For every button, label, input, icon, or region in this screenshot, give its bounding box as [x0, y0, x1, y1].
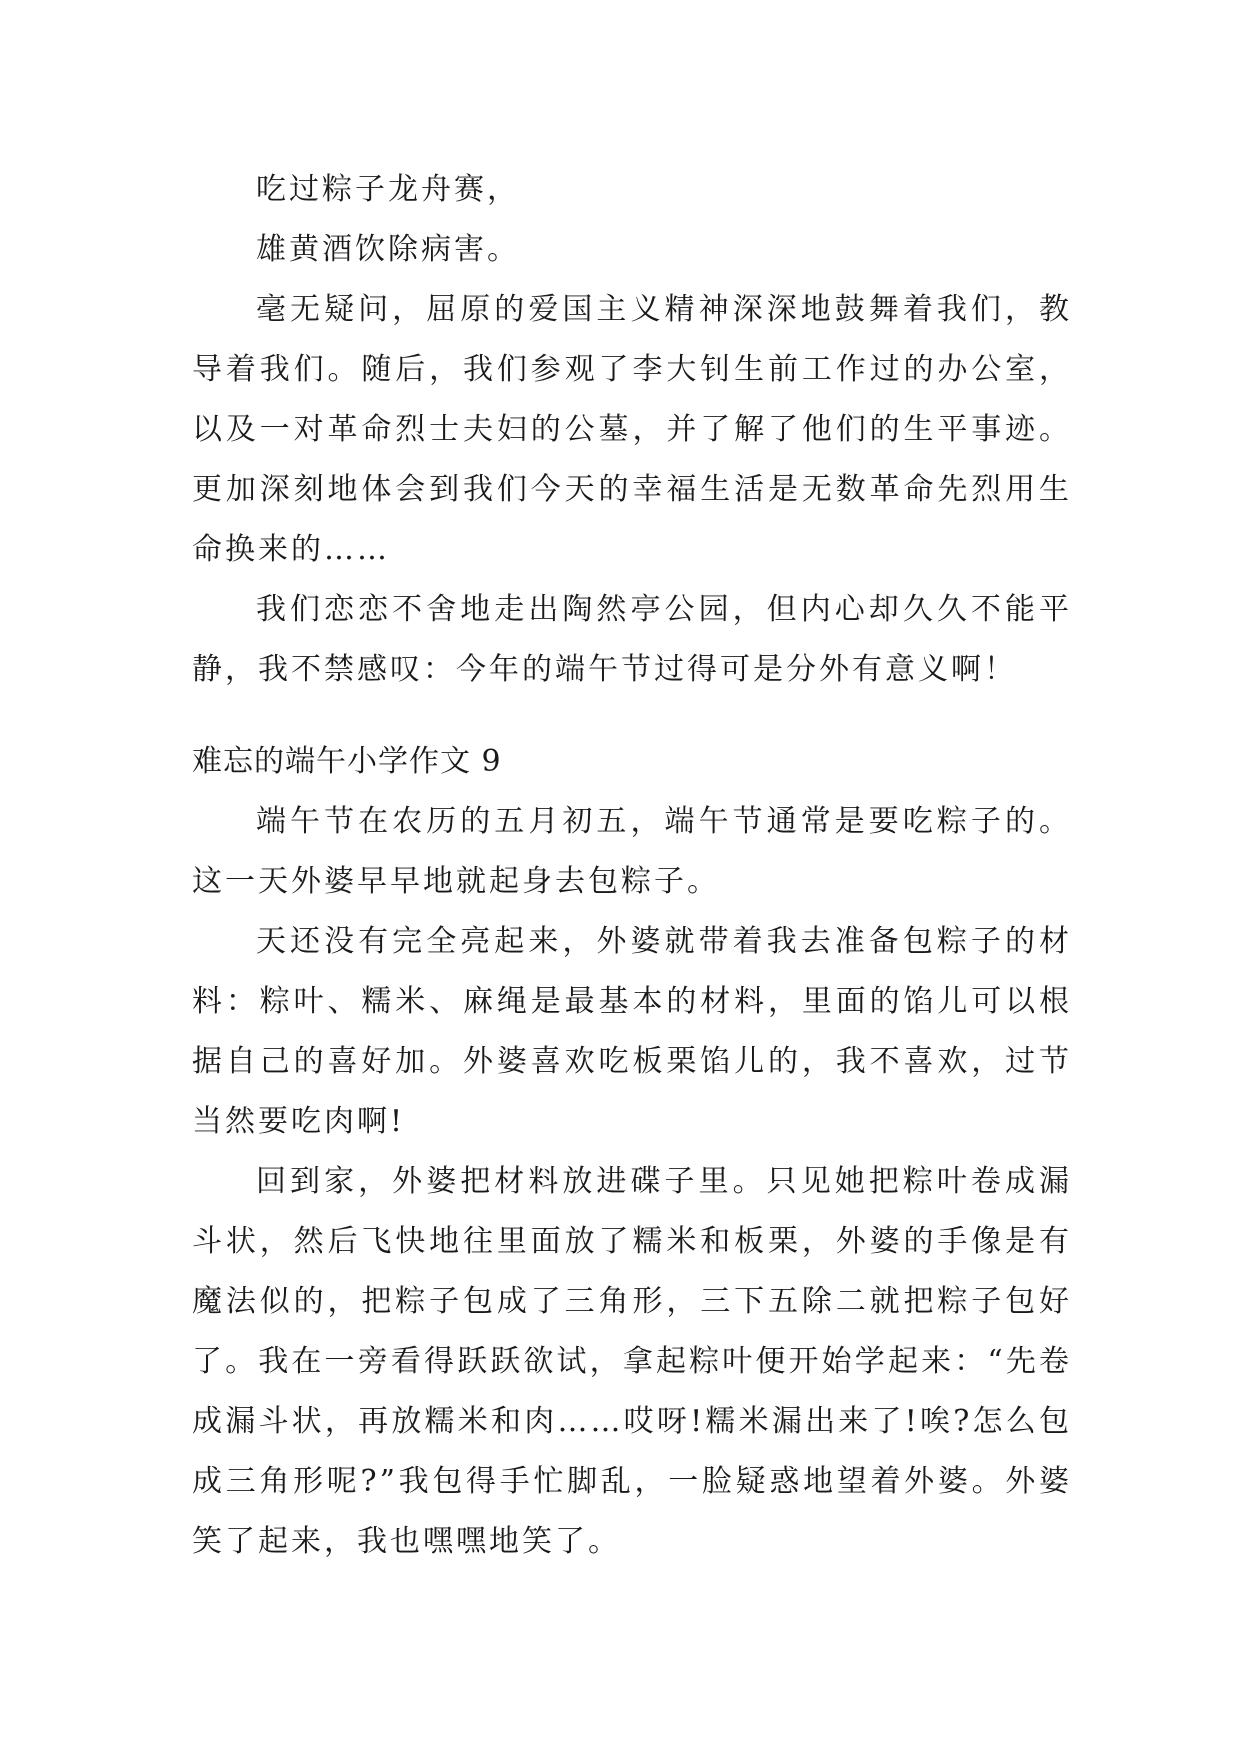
- paragraph-materials: 天还没有完全亮起来，外婆就带着我去准备包粽子的材料：粽叶、糯米、麻绳是最基本的材料，里面的馅儿可以根据自己的喜好加。外婆喜欢吃板栗馅儿的，我不喜欢，过节当然要吃肉啊!: [192, 924, 1072, 1139]
- paragraph-leaving-park: 我们恋恋不舍地走出陶然亭公园，但内心却久久不能平静，我不禁感叹：今年的端午节过得可是分外有意义啊！: [192, 592, 1072, 687]
- paragraph-wrapping: 回到家，外婆把材料放进碟子里。只见她把粽叶卷成漏斗状，然后飞快地往里面放了糯米和板栗，外婆的手像是有魔法似的，把粽子包成了三角形，三下五除二就把粽子包好了。我在一旁看得跃跃欲试，拿起粽叶便开始学起来：“先卷成漏斗状，再放糯米和肉……哎呀!糯米漏出来了!唉?怎么包成三角形呢?”我包得手忙脚乱，一脸疑惑地望着外婆。外婆笑了起来，我也嘿嘿地笑了。: [192, 1164, 1072, 1559]
- section-title: 难忘的端午小学作文 9: [192, 744, 502, 779]
- poem-line-2: 雄黄酒饮除病害。: [256, 232, 520, 267]
- paragraph-reflection: 毫无疑问，屈原的爱国主义精神深深地鼓舞着我们，教导着我们。随后，我们参观了李大钊生前工作过的办公室，以及一对革命烈士夫妇的公墓，并了解了他们的生平事迹。更加深刻地体会到我们今天的幸福生活是无数革命先烈用生命换来的……: [192, 292, 1072, 567]
- document-body: [192, 160, 1072, 1572]
- poem-line-1: 吃过粽子龙舟赛，: [256, 172, 520, 207]
- paragraph-festival-intro: 端午节在农历的五月初五，端午节通常是要吃粽子的。这一天外婆早早地就起身去包粽子。: [192, 804, 1072, 899]
